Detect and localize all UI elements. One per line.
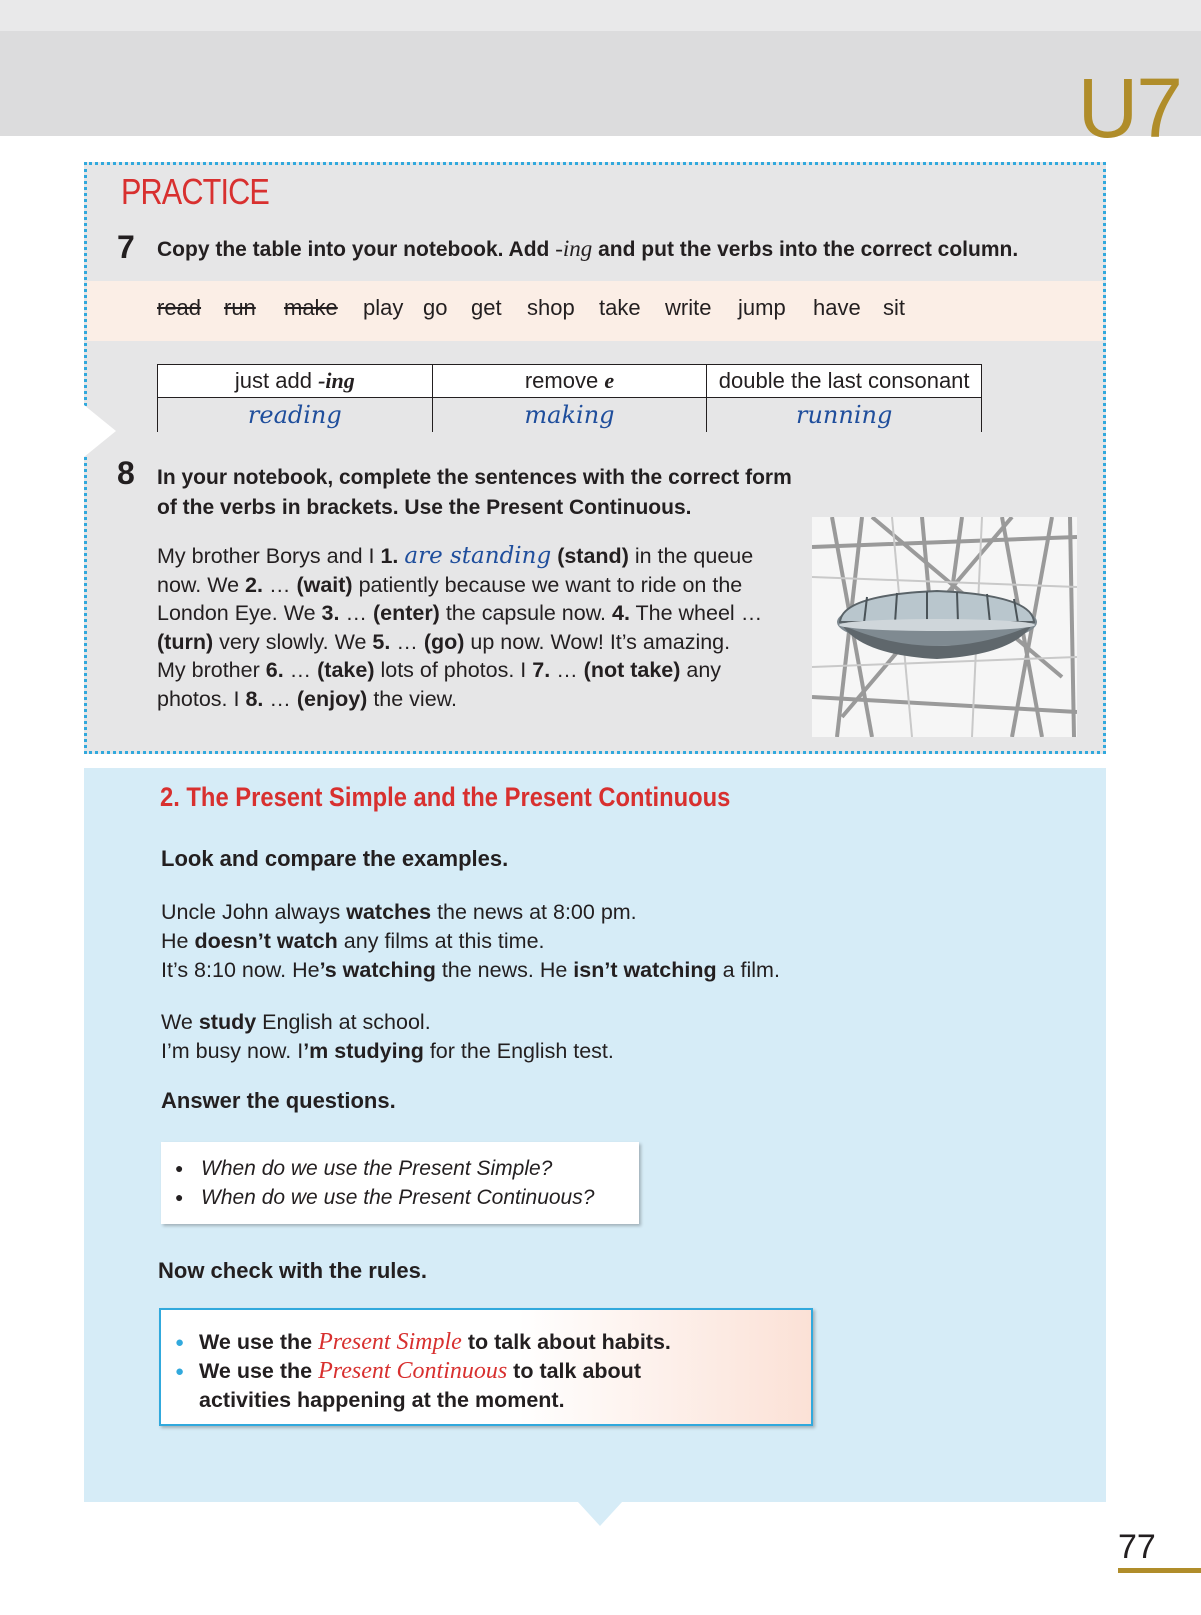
practice-panel [84,162,1106,754]
unit-header [0,31,1201,155]
word-play: play [363,295,404,320]
pointer-arrow [84,405,116,457]
exercise-7-number: 7 [117,229,135,265]
page-number-underline [1118,1568,1201,1573]
column-header-double-consonant: double the last consonant [707,365,982,398]
word-run: run [224,295,256,320]
verb-table [157,364,982,432]
rule-1: ● We use the Present Simple to talk about habits. [175,1329,671,1355]
word-jump: jump [738,295,786,320]
down-arrow [578,1502,622,1526]
unit-label: U7 [1077,61,1181,155]
word-take: take [599,295,641,320]
example-making: making [432,398,707,433]
word-go: go [423,295,448,320]
top-band [0,0,1201,31]
word-make: make [284,295,338,320]
answer-1: are standing [404,543,552,569]
questions-box [161,1142,639,1224]
word-have: have [813,295,861,320]
page-number: 77 [1118,1528,1156,1566]
exercise-8-number: 8 [117,455,135,491]
rules-box [159,1308,813,1426]
answer-heading: Answer the questions. [161,1088,396,1113]
question-2: ● When do we use the Present Continuous? [175,1183,639,1212]
examples-block-1: Uncle John always watches the news at 8:00 pm. He doesn’t watch any films at this time. It’s 8:10 now. He’s watching the news. He isn’t watching a film. [161,900,780,982]
question-1: ● When do we use the Present Simple? [175,1154,639,1183]
exercise-8-text: My brother Borys and I 1. are standing (stand) in the queue now. We 2. … (wait) patiently because we want to ride on the London Eye. We 3. … (enter) the capsule now. 4. The wheel … (turn) very slowly. We 5. … (go) up now. Wow! It’s amazing. My brother 6. … (take) lots of photos. I 7. … (not take) any photos. I 8. … (enjoy) the view. [157,543,763,711]
practice-title: PRACTICE [121,171,269,212]
column-header-remove-e: remove e [432,365,707,398]
word-read: read [157,295,202,320]
rule-2-continued: activities happening at the moment. [199,1388,565,1412]
look-compare-heading: Look and compare the examples. [161,846,509,871]
word-write: write [665,295,712,320]
exercise-8-instruction: In your notebook, complete the sentences with the correct form of the verbs in brackets. Use the Present Continuous. [157,466,792,519]
word-shop: shop [527,295,575,320]
column-header-just-add: just add -ing [158,365,433,398]
example-reading: reading [158,398,433,433]
check-heading: Now check with the rules. [158,1258,427,1283]
grammar-title: 2. The Present Simple and the Present Continuous [160,782,731,812]
examples-block-2: We study English at school. I’m busy now. I’m studying for the English test. [161,1010,614,1063]
exercise-7-instruction: Copy the table into your notebook. Add -ing and put the verbs into the correct column. [157,236,1019,261]
grammar-panel [84,768,1106,1502]
word-get: get [471,295,502,320]
word-sit: sit [883,295,905,320]
london-eye-photo [812,517,1077,737]
rule-2: ● We use the Present Continuous to talk about [175,1358,641,1384]
example-running: running [707,398,982,433]
